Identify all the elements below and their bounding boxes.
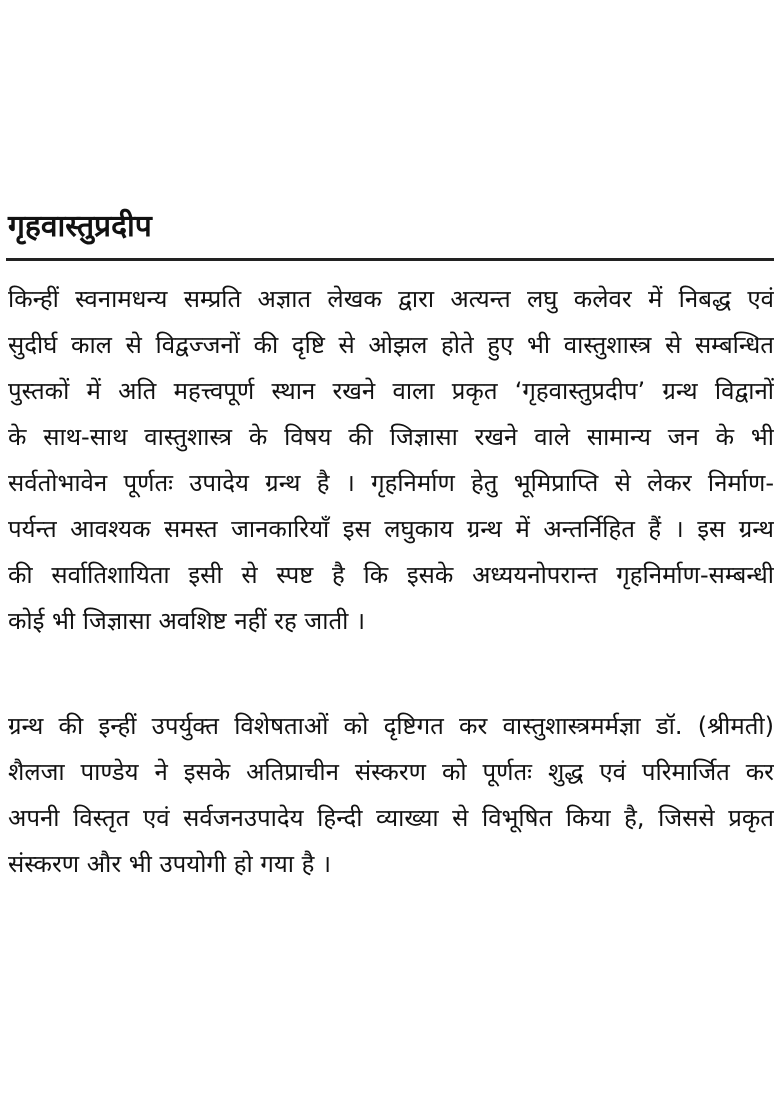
paragraph-line: की सर्वातिशायिता इसी से स्पष्ट है कि इसके अध्ययनोपरान्त गृहनिर्माण-सम्बन्धी — [8, 561, 774, 589]
paragraph-line: शैलजा पाण्डेय ने इसके अतिप्राचीन संस्करण को पूर्णतः शुद्ध एवं परिमार्जित कर — [8, 758, 774, 786]
paragraph-line: संस्करण और भी उपयोगी हो गया है । — [8, 850, 332, 878]
heading-divider — [6, 258, 774, 261]
paragraph-line: किन्हीं स्वनामधन्य सम्प्रति अज्ञात लेखक द्वारा अत्यन्त लघु कलेवर में निबद्ध एवं — [8, 285, 774, 313]
paragraph-line: सुदीर्घ काल से विद्वज्जनों की दृष्टि से ओझल होते हुए भी वास्तुशास्त्र से सम्बन्धित — [8, 331, 774, 359]
paragraph-line: ग्रन्थ की इन्हीं उपर्युक्त विशेषताओं को दृष्टिगत कर वास्तुशास्त्रमर्मज्ञा डॉ. (श्रीमती) — [8, 712, 774, 740]
paragraph-1 — [8, 276, 774, 644]
paragraph-line: पुस्तकों में अति महत्त्वपूर्ण स्थान रखने वाला प्रकृत ‘गृहवास्तुप्रदीप’ ग्रन्थ विद्वानों — [8, 377, 774, 405]
paragraph-2 — [8, 703, 774, 887]
paragraph-line: कोई भी जिज्ञासा अवशिष्ट नहीं रह जाती । — [8, 607, 366, 635]
paragraph-line: अपनी विस्तृत एवं सर्वजनउपादेय हिन्दी व्याख्या से विभूषित किया है, जिससे प्रकृत — [8, 804, 774, 832]
paragraph-line: सर्वतोभावेन पूर्णतः उपादेय ग्रन्थ है । गृहनिर्माण हेतु भूमिप्राप्ति से लेकर निर्माण- — [8, 469, 774, 497]
paragraph-line: के साथ-साथ वास्तुशास्त्र के विषय की जिज्ञासा रखने वाले सामान्य जन के भी — [8, 423, 774, 451]
page-heading: गृहवास्तुप्रदीप — [8, 209, 152, 244]
paragraph-line: पर्यन्त आवश्यक समस्त जानकारियाँ इस लघुकाय ग्रन्थ में अन्तर्निहित हैं । इस ग्रन्थ — [8, 515, 774, 543]
